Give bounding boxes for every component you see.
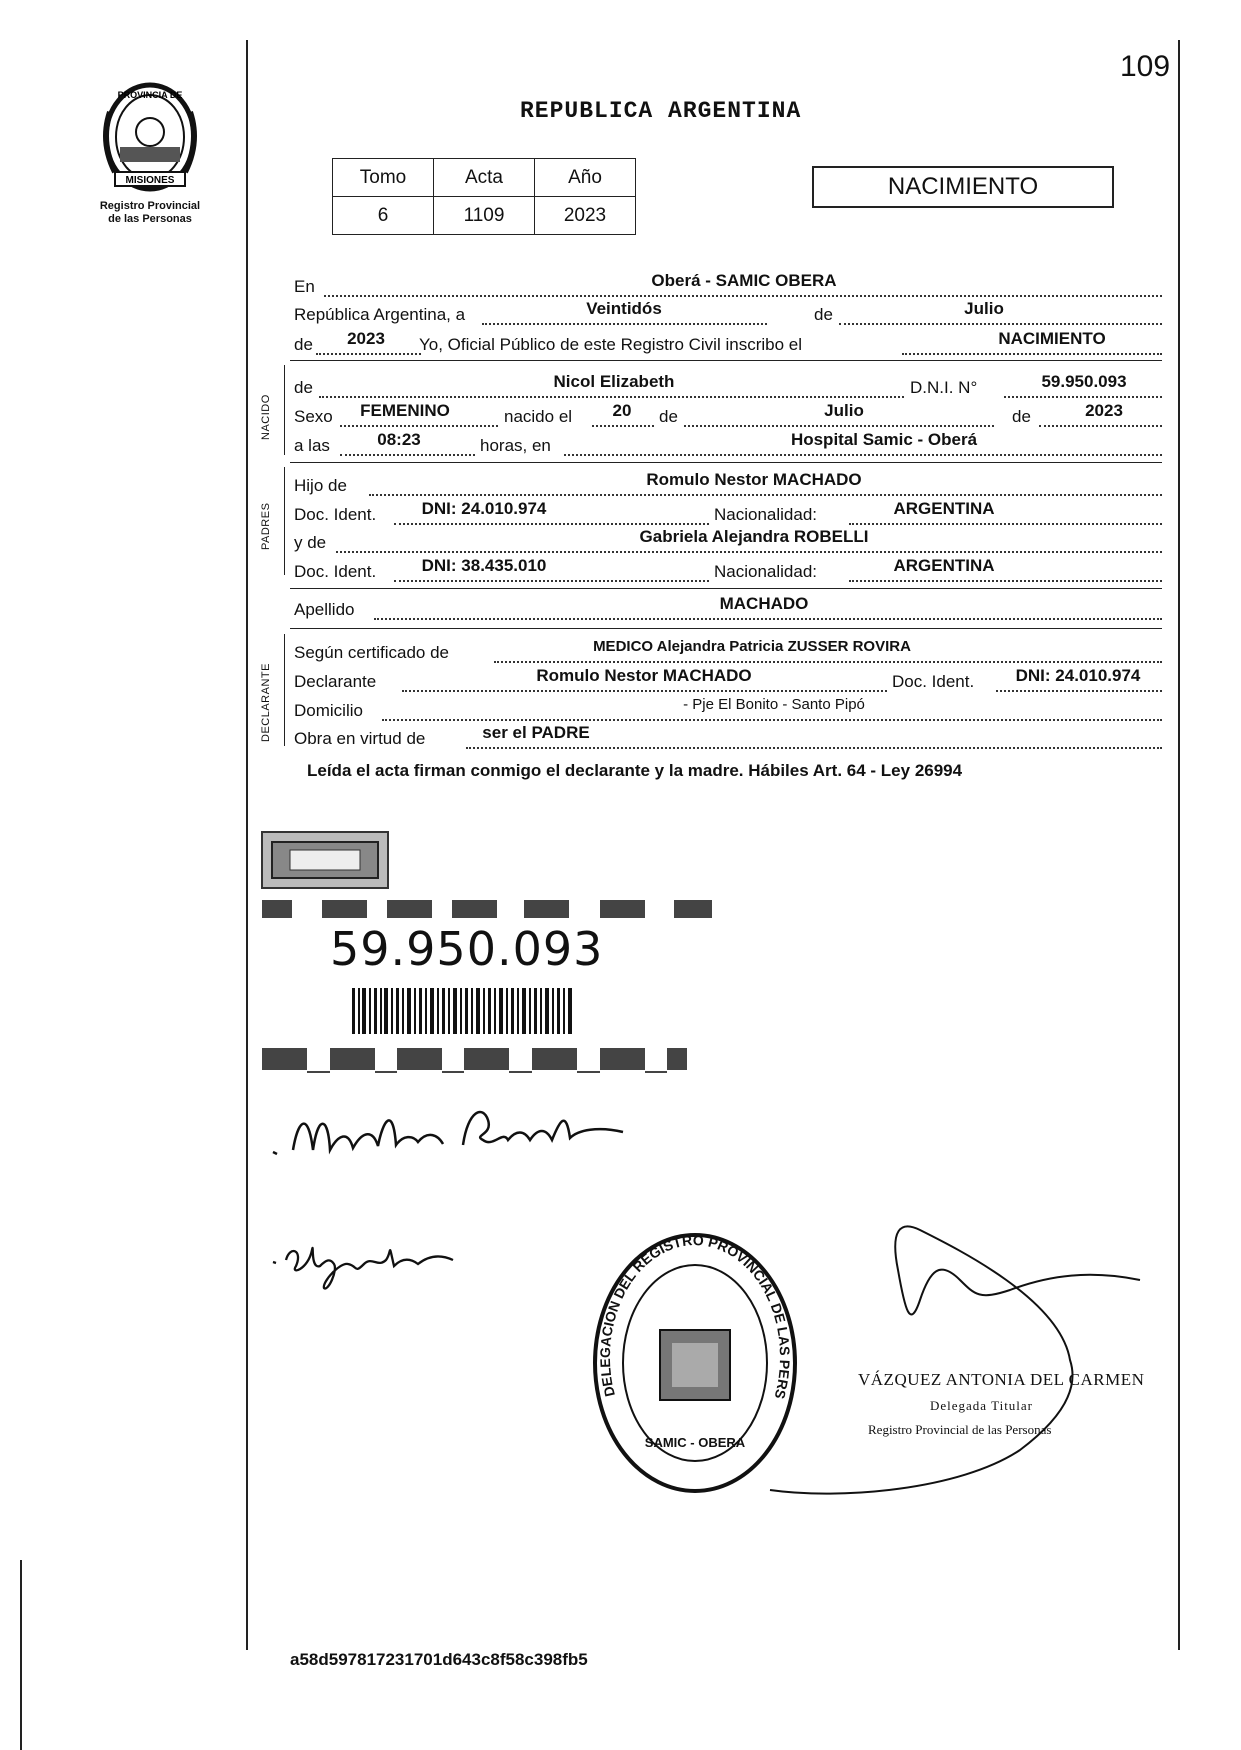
domicilio-value: - Pje El Bonito - Santo Pipó	[683, 696, 865, 713]
republica-label: República Argentina, a	[294, 305, 466, 324]
doc-ident-label: Doc. Ident.	[294, 505, 377, 524]
y-de-label: y de	[294, 533, 327, 552]
dots	[324, 295, 1162, 297]
left-margin-line	[246, 40, 248, 1650]
row-apellido	[294, 594, 1162, 622]
barcode	[352, 988, 574, 1034]
acta-header: Acta	[434, 159, 535, 197]
row-domicilio	[294, 696, 1162, 723]
row-nacido-name	[294, 372, 1162, 400]
time-value: 08:23	[377, 430, 421, 449]
separator	[290, 462, 1162, 463]
sexo-value: FEMENINO	[360, 401, 450, 420]
cert-label: Según certificado de	[294, 643, 449, 662]
child-dni-value: 59.950.093	[1041, 372, 1127, 391]
row-mother-doc	[294, 556, 1162, 584]
father-doc-value: DNI: 24.010.974	[421, 499, 547, 518]
padres-section-label: PADRES	[260, 502, 272, 550]
obra-value: ser el PADRE	[482, 723, 590, 742]
dots	[466, 747, 1162, 749]
dots	[849, 580, 1162, 582]
dots	[402, 690, 887, 692]
dots	[592, 425, 654, 427]
declarante-value: Romulo Nestor MACHADO	[536, 666, 752, 685]
dots	[340, 454, 475, 456]
doc-ident-label: Doc. Ident.	[294, 562, 377, 581]
domicilio-label: Domicilio	[294, 701, 363, 720]
row-declarante	[294, 666, 1162, 694]
place-value: Oberá - SAMIC OBERA	[651, 271, 837, 290]
child-name-value: Nicol Elizabeth	[553, 372, 675, 391]
birth-year-value: 2023	[1085, 401, 1123, 420]
mother-name-value: Gabriela Alejandra ROBELLI	[639, 527, 869, 546]
obra-label: Obra en virtud de	[294, 729, 426, 748]
record-type-box: NACIMIENTO	[812, 166, 1114, 208]
acta-value: 1109	[434, 197, 535, 235]
dots	[340, 425, 498, 427]
month-value: Julio	[964, 299, 1004, 318]
cert-value: MEDICO Alejandra Patricia ZUSSER ROVIRA	[593, 638, 911, 655]
nacido-bracket	[284, 365, 285, 455]
de2-label: de	[294, 335, 313, 354]
dots	[316, 353, 421, 355]
anio-header: Año	[535, 159, 636, 197]
barcode-number: 59.950.093	[330, 922, 604, 976]
de-label: de	[814, 305, 833, 324]
dots	[482, 323, 767, 325]
declarante-doc-value: DNI: 24.010.974	[1015, 666, 1141, 685]
anio-value: 2023	[535, 197, 636, 235]
en-label: En	[294, 277, 315, 296]
logo-text-top: PROVINCIA DE	[117, 90, 183, 100]
row-year	[294, 329, 1162, 357]
registry-table	[332, 158, 636, 235]
father-name-value: Romulo Nestor MACHADO	[646, 470, 862, 489]
row-certificado	[294, 638, 1162, 665]
dots	[336, 551, 1162, 553]
seal-text: DELEGACION DEL REGISTRO PROVINCIAL DE LAS PERS	[596, 1231, 794, 1401]
inscribo-value: NACIMIENTO	[998, 329, 1106, 348]
dots	[684, 425, 994, 427]
row-mother	[294, 527, 1162, 555]
dots	[996, 690, 1162, 692]
official-signature	[760, 1190, 1180, 1520]
dots	[849, 523, 1162, 525]
logo-text-bottom: MISIONES	[125, 175, 175, 186]
de-label: de	[1012, 407, 1031, 426]
logo-caption-line2: de las Personas	[108, 213, 192, 225]
row-father	[294, 470, 1162, 498]
inscribo-label: Yo, Oficial Público de este Registro Civil inscribo el	[419, 335, 802, 354]
nacionalidad-label: Nacionalidad:	[714, 505, 818, 524]
nacido-el-label: nacido el	[504, 407, 573, 426]
tomo-value: 6	[333, 197, 434, 235]
dots	[374, 618, 1162, 620]
dots	[494, 661, 1162, 663]
logo-caption	[80, 200, 220, 226]
a-las-label: a las	[294, 436, 330, 455]
security-pattern-bottom	[262, 1046, 712, 1074]
row-hora	[294, 430, 1162, 458]
horas-en-label: horas, en	[480, 436, 551, 455]
footer-hash: a58d597817231701d643c8f58c398fb5	[290, 1650, 588, 1669]
security-pattern-top	[262, 898, 712, 920]
dots	[1039, 425, 1162, 427]
de-label: de	[659, 407, 678, 426]
row-sexo	[294, 401, 1162, 429]
row-republica	[294, 299, 1162, 327]
dots	[839, 323, 1162, 325]
mother-nationality-value: ARGENTINA	[893, 556, 995, 575]
hijo-de-label: Hijo de	[294, 476, 347, 495]
declarante-bracket	[284, 634, 285, 746]
scan-edge-line	[20, 1560, 22, 1750]
dots	[369, 494, 1162, 496]
sexo-label: Sexo	[294, 407, 333, 426]
de-label: de	[294, 378, 313, 397]
day-words-value: Veintidós	[586, 299, 662, 318]
declarante-label: Declarante	[294, 672, 377, 691]
dni-label: D.N.I. N°	[910, 378, 978, 397]
separator	[290, 360, 1162, 361]
reading-note: Leída el acta firman conmigo el declarante y la madre. Hábiles Art. 64 - Ley 26994	[307, 761, 963, 780]
row-en	[294, 271, 1162, 299]
nacido-section-label: NACIDO	[260, 394, 272, 440]
mother-doc-value: DNI: 38.435.010	[421, 556, 547, 575]
birth-month-value: Julio	[824, 401, 864, 420]
apellido-value: MACHADO	[719, 594, 809, 613]
dots	[319, 396, 904, 398]
country-title: REPUBLICA ARGENTINA	[520, 98, 802, 124]
separator	[290, 628, 1162, 629]
birth-place-value: Hospital Samic - Oberá	[790, 430, 978, 449]
seal-place: SAMIC - OBERA	[644, 1435, 746, 1450]
dots	[1004, 396, 1162, 398]
padres-bracket	[284, 467, 285, 575]
official-name: VÁZQUEZ ANTONIA DEL CARMEN	[858, 1370, 1145, 1389]
row-obra	[294, 723, 1162, 751]
nacionalidad-label: Nacionalidad:	[714, 562, 818, 581]
birth-day-value: 20	[612, 401, 632, 420]
official-role: Delegada Titular	[930, 1398, 1034, 1413]
apellido-label: Apellido	[294, 600, 355, 619]
dots	[564, 454, 1162, 456]
dots	[902, 353, 1162, 355]
security-stamp	[260, 830, 390, 890]
mother-signature	[268, 1230, 488, 1300]
doc-ident-label: Doc. Ident.	[892, 672, 975, 691]
year-value: 2023	[347, 329, 385, 348]
father-signature	[268, 1090, 628, 1170]
row-father-doc	[294, 499, 1162, 527]
father-nationality-value: ARGENTINA	[893, 499, 995, 518]
tomo-header: Tomo	[333, 159, 434, 197]
dots	[394, 580, 709, 582]
page-number: 109	[1120, 50, 1171, 83]
declarante-section-label: DECLARANTE	[260, 663, 272, 742]
logo-caption-line1: Registro Provincial	[99, 200, 201, 212]
official-institution: Registro Provincial de las Personas	[868, 1422, 1052, 1437]
separator	[290, 588, 1162, 589]
